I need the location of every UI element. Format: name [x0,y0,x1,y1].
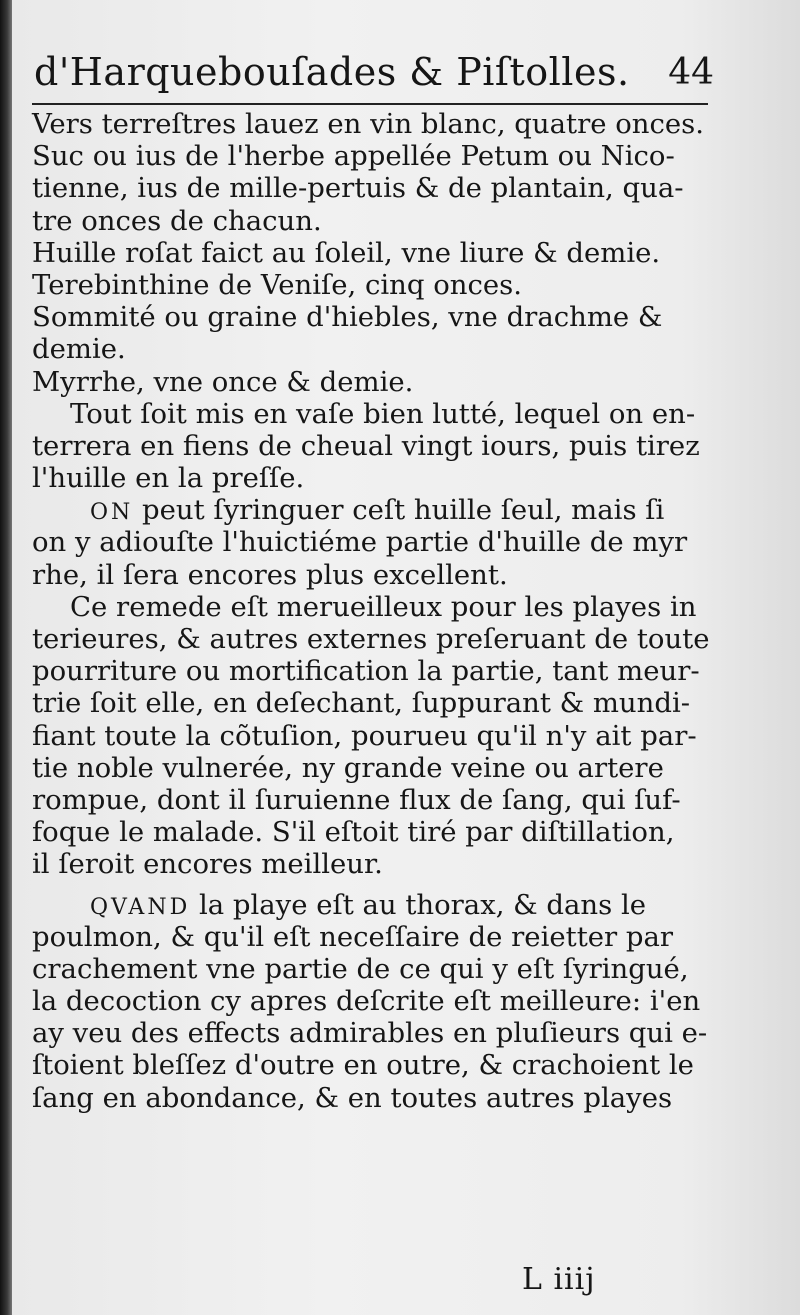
small-caps-lead: QVAND [90,894,191,920]
paragraph-start [32,494,732,526]
text-line: Sommité ou graine d'hiebles, vne drachme & [32,301,663,334]
text-line: pourriture ou mortification la partie, tant meur- [32,655,700,688]
paragraph-start: Ce remede eſt merueilleux pour les playes in [70,590,697,623]
page-number: 44 [668,52,714,93]
text-line: on y adiouſte l'huictiéme partie d'huille de myr [32,526,688,559]
paragraph-start [32,889,732,921]
text-line: ay veu des effects admirables en pluſieurs qui e- [32,1017,708,1050]
paragraph-gap [32,881,732,889]
text-line: Suc ou ius de l'herbe appellée Petum ou Nico- [32,140,675,173]
text-line: terrera en fiens de cheual vingt iours, puis tirez [32,429,700,462]
text-line: trie ſoit elle, en deſechant, ſuppurant & mundi- [32,687,691,720]
text-line: il ſeroit encores meilleur. [32,848,383,881]
small-caps-lead: ON [90,500,134,526]
text-line: l'huille en la preſſe. [32,462,305,495]
text-line: fiant toute la cõtuſion, pourueu qu'il n'y ait par- [32,719,697,752]
text-line: Huille roſat faict au ſoleil, vne liure & demie. [32,236,661,269]
signature-mark: L iiij [522,1262,596,1297]
text-line: rompue, dont il ſuruienne flux de ſang, qui ſuf- [32,783,681,816]
text-line: Vers terreſtres lauez en vin blanc, quatre onces. [32,108,705,140]
text-run: peut ſyringuer ceſt huille ſeul, mais ſi [133,494,665,527]
page-binding-edge [0,0,12,1315]
paragraph-start: Tout ſoit mis en vaſe bien lutté, lequel on en- [70,397,696,430]
text-line: tre onces de chacun. [32,204,322,237]
text-line: Myrrhe, vne once & demie. [32,365,414,398]
text-line: poulmon, & qu'il eſt neceſſaire de reietter par [32,920,674,953]
text-line: demie. [32,333,126,366]
header-rule [32,103,708,105]
text-line: tie noble vulnerée, ny grande veine ou artere [32,751,664,784]
text-line: rhe, il ſera encores plus excellent. [32,558,508,591]
body-text [32,108,732,1114]
book-page [12,0,800,1315]
running-title: d'Harquebouſades & Piſtolles. [34,50,630,94]
page-header [34,50,714,106]
text-line: crachement vne partie de ce qui y eſt ſyringué, [32,952,689,985]
text-line: tienne, ius de mille-pertuis & de plantain, qua- [32,172,684,205]
text-line: terieures, & autres externes preſeruant de toute [32,623,710,655]
text-line: foque le malade. S'il eſtoit tiré par diſtillation, [32,816,675,849]
text-line: ſang en abondance, & en toutes autres playes [32,1081,673,1114]
text-line: la decoction cy apres deſcrite eſt meilleure: i'en [32,985,701,1018]
text-line: ſtoient bleſſez d'outre en outre, & crachoient le [32,1049,694,1082]
text-line: Terebinthine de Veniſe, cinq onces. [32,268,523,301]
text-run: la playe eſt au thorax, & dans le [190,888,647,921]
